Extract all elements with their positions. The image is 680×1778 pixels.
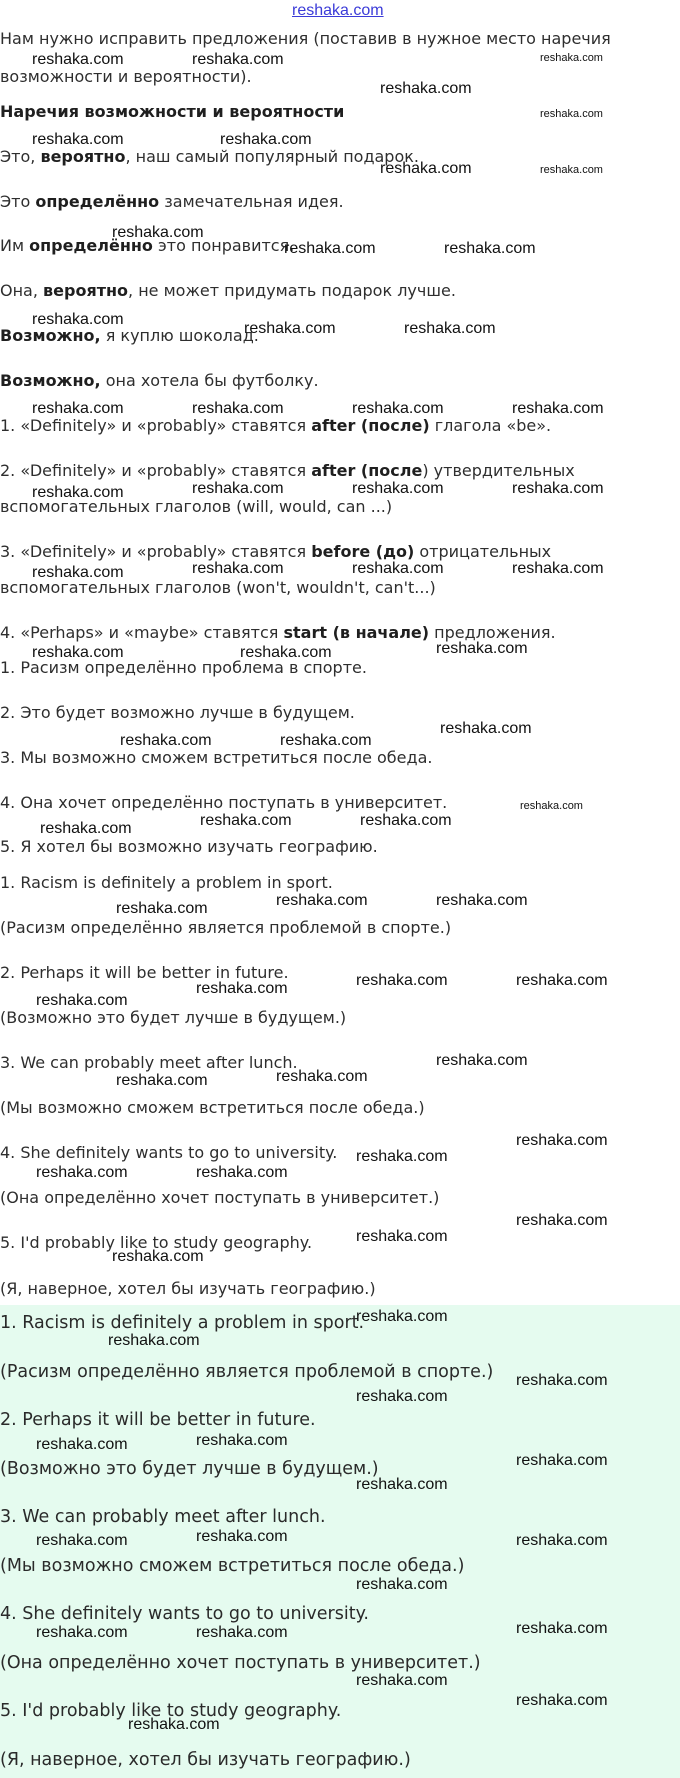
watermark: reshaka.com xyxy=(196,1432,288,1449)
watermark: reshaka.com xyxy=(196,1164,288,1181)
watermark: reshaka.com xyxy=(116,1072,208,1089)
watermark: reshaka.com xyxy=(512,480,604,497)
answer-russian: (Возможно это будет лучше в будущем.) xyxy=(0,1008,347,1027)
watermark: reshaka.com xyxy=(356,1388,448,1405)
task-sentence: 3. Мы возможно сможем встретиться после обеда. xyxy=(0,748,433,767)
watermark: reshaka.com xyxy=(32,51,124,68)
task-sentence: 2. Это будет возможно лучше в будущем. xyxy=(0,703,355,722)
watermark: reshaka.com xyxy=(116,900,208,917)
watermark: reshaka.com xyxy=(128,1716,220,1733)
watermark: reshaka.com xyxy=(440,720,532,737)
watermark: reshaka.com xyxy=(436,640,528,657)
watermark: reshaka.com xyxy=(356,1576,448,1593)
watermark: reshaka.com xyxy=(436,1052,528,1069)
watermark: reshaka.com xyxy=(192,400,284,417)
watermark: reshaka.com xyxy=(32,644,124,661)
watermark: reshaka.com xyxy=(356,1148,448,1165)
watermark: reshaka.com xyxy=(444,240,536,257)
watermark: reshaka.com xyxy=(356,1672,448,1689)
answer-russian: (Мы возможно сможем встретиться после обеда.) xyxy=(0,1098,425,1117)
watermark: reshaka.com xyxy=(352,560,444,577)
answer-english: 2. Perhaps it will be better in future. xyxy=(0,1410,316,1430)
answer-english: 1. Racism is definitely a problem in sport. xyxy=(0,1313,365,1333)
watermark: reshaka.com xyxy=(540,164,603,176)
watermark: reshaka.com xyxy=(32,564,124,581)
answer-russian: (Возможно это будет лучше в будущем.) xyxy=(0,1459,379,1479)
watermark: reshaka.com xyxy=(196,1624,288,1641)
watermark: reshaka.com xyxy=(120,732,212,749)
answer-english: 1. Racism is definitely a problem in sport. xyxy=(0,873,333,892)
task-sentence: 5. Я хотел бы возможно изучать географию. xyxy=(0,837,378,856)
watermark: reshaka.com xyxy=(112,1248,204,1265)
watermark: reshaka.com xyxy=(196,1528,288,1545)
watermark: reshaka.com xyxy=(240,644,332,661)
site-link[interactable]: reshaka.com xyxy=(292,2,384,19)
answer-english: 3. We can probably meet after lunch. xyxy=(0,1507,326,1527)
watermark: reshaka.com xyxy=(112,224,204,241)
answer-english: 4. She definitely wants to go to university. xyxy=(0,1604,369,1624)
watermark: reshaka.com xyxy=(360,812,452,829)
watermark: reshaka.com xyxy=(516,972,608,989)
watermark: reshaka.com xyxy=(284,240,376,257)
watermark: reshaka.com xyxy=(404,320,496,337)
watermark: reshaka.com xyxy=(32,311,124,328)
watermark: reshaka.com xyxy=(516,1212,608,1229)
task-sentence: 4. Она хочет определённо поступать в университет. xyxy=(0,793,448,812)
watermark: reshaka.com xyxy=(36,1624,128,1641)
watermark: reshaka.com xyxy=(280,732,372,749)
watermark: reshaka.com xyxy=(192,51,284,68)
answer-english: 2. Perhaps it will be better in future. xyxy=(0,963,289,982)
task-sentence: 1. Расизм определённо проблема в спорте. xyxy=(0,658,367,677)
watermark: reshaka.com xyxy=(512,560,604,577)
watermark: reshaka.com xyxy=(220,131,312,148)
watermark: reshaka.com xyxy=(108,1332,200,1349)
watermark: reshaka.com xyxy=(356,972,448,989)
intro-line-1: Нам нужно исправить предложения (поставив в нужное место наречия xyxy=(0,29,611,48)
watermark: reshaka.com xyxy=(32,484,124,501)
watermark: reshaka.com xyxy=(36,1436,128,1453)
rule-item: 2. «Definitely» и «probably» ставятся after (после) утвердительных xyxy=(0,461,575,480)
watermark: reshaka.com xyxy=(516,1452,608,1469)
watermark: reshaka.com xyxy=(200,812,292,829)
answer-russian: (Я, наверное, хотел бы изучать географию.) xyxy=(0,1750,411,1770)
answer-russian: (Расизм определённо является проблемой в спорте.) xyxy=(0,918,452,937)
watermark: reshaka.com xyxy=(192,480,284,497)
answer-russian: (Расизм определённо является проблемой в спорте.) xyxy=(0,1362,494,1382)
answer-russian: (Она определённо хочет поступать в университет.) xyxy=(0,1188,440,1207)
watermark: reshaka.com xyxy=(356,1228,448,1245)
watermark: reshaka.com xyxy=(40,820,132,837)
watermark: reshaka.com xyxy=(516,1372,608,1389)
watermark: reshaka.com xyxy=(196,980,288,997)
watermark: reshaka.com xyxy=(244,320,336,337)
rule-item: 1. «Definitely» и «probably» ставятся after (после) глагола «be». xyxy=(0,416,552,435)
watermark: reshaka.com xyxy=(32,131,124,148)
answer-english: 5. I'd probably like to study geography. xyxy=(0,1233,313,1252)
example-sentence: Это определённо замечательная идея. xyxy=(0,192,344,211)
rule-item-line-2: вспомогательных глаголов (will, would, can ...) xyxy=(0,497,393,516)
watermark: reshaka.com xyxy=(352,480,444,497)
rule-item: 3. «Definitely» и «probably» ставятся before (до) отрицательных xyxy=(0,542,552,561)
watermark: reshaka.com xyxy=(520,800,583,812)
rule-item-line-2: вспомогательных глаголов (won't, wouldn't, can't...) xyxy=(0,578,436,597)
watermark: reshaka.com xyxy=(356,1476,448,1493)
watermark: reshaka.com xyxy=(276,892,368,909)
watermark: reshaka.com xyxy=(276,1068,368,1085)
watermark: reshaka.com xyxy=(192,560,284,577)
example-sentence: Возможно, я куплю шоколад. xyxy=(0,326,259,345)
example-sentence: Это, вероятно, наш самый популярный подарок. xyxy=(0,147,419,166)
rule-item: 4. «Perhaps» и «maybe» ставятся start (в начале) предложения. xyxy=(0,623,556,642)
watermark: reshaka.com xyxy=(516,1132,608,1149)
watermark: reshaka.com xyxy=(436,892,528,909)
watermark: reshaka.com xyxy=(380,160,472,177)
watermark: reshaka.com xyxy=(36,1164,128,1181)
answer-english: 4. She definitely wants to go to university. xyxy=(0,1143,338,1162)
watermark: reshaka.com xyxy=(32,400,124,417)
answer-russian: (Она определённо хочет поступать в университет.) xyxy=(0,1653,481,1673)
watermark: reshaka.com xyxy=(380,80,472,97)
example-sentence: Возможно, она хотела бы футболку. xyxy=(0,371,319,390)
answer-english: 5. I'd probably like to study geography. xyxy=(0,1701,342,1721)
answer-russian: (Я, наверное, хотел бы изучать географию.) xyxy=(0,1279,376,1298)
example-sentence: Им определённо это понравится. xyxy=(0,236,295,255)
watermark: reshaka.com xyxy=(516,1620,608,1637)
watermark: reshaka.com xyxy=(516,1692,608,1709)
watermark: reshaka.com xyxy=(36,992,128,1009)
watermark: reshaka.com xyxy=(540,108,603,120)
watermark: reshaka.com xyxy=(512,400,604,417)
answer-english: 3. We can probably meet after lunch. xyxy=(0,1053,298,1072)
watermark: reshaka.com xyxy=(36,1532,128,1549)
example-sentence: Она, вероятно, не может придумать подарок лучше. xyxy=(0,281,456,300)
section-title: Наречия возможности и вероятности xyxy=(0,102,345,121)
intro-line-2: возможности и вероятности). xyxy=(0,67,252,86)
watermark: reshaka.com xyxy=(516,1532,608,1549)
watermark: reshaka.com xyxy=(540,52,603,64)
answer-russian: (Мы возможно сможем встретиться после обеда.) xyxy=(0,1556,465,1576)
watermark: reshaka.com xyxy=(356,1308,448,1325)
watermark: reshaka.com xyxy=(352,400,444,417)
